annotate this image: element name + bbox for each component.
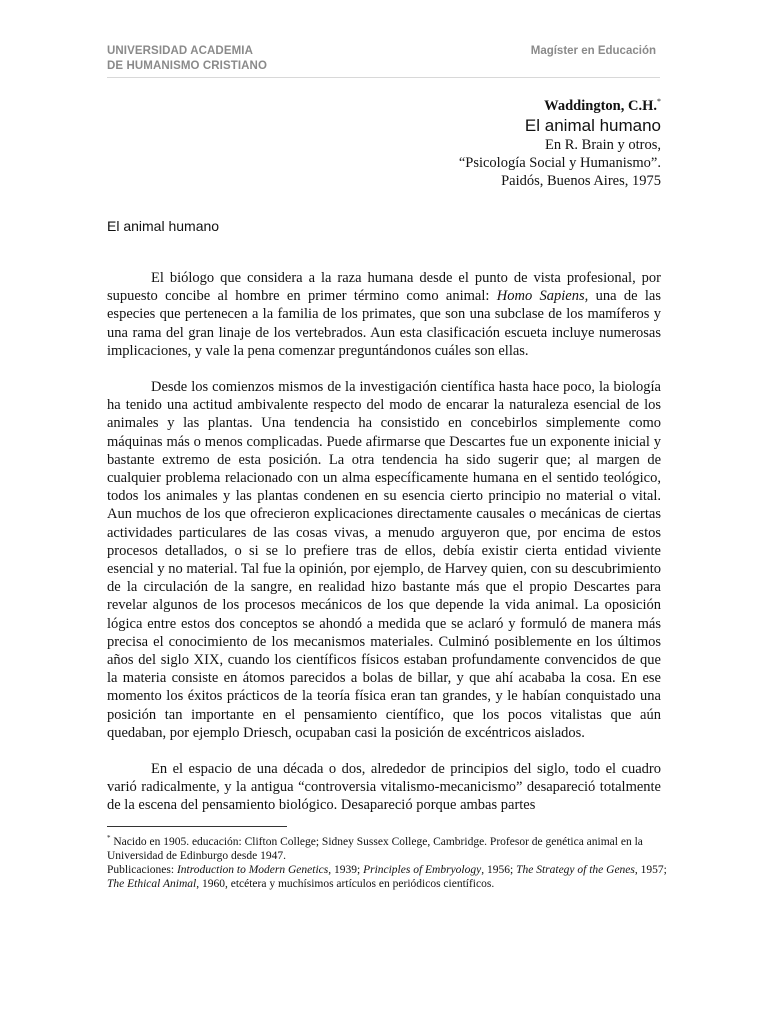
source-line-1: En R. Brain y otros, [545, 136, 661, 153]
paragraph-1-italic: Homo Sapiens, [496, 288, 589, 305]
publication-1-year: , 1939; [328, 863, 364, 876]
section-title: El animal humano [107, 218, 220, 234]
publication-4-rest: , 1960, etcétera y muchísimos artículos en periódicos científicos. [196, 877, 495, 890]
reference-block [241, 92, 661, 190]
header-divider [107, 77, 660, 78]
author-footnote-mark: * [657, 97, 661, 106]
paragraph-3: En el espacio de una década o dos, alrededor de principios del siglo, todo el cuadro varió radicalmente, y la antigua “controversia vitalismo-mecanicismo” desapareció totalmente de la escena del pensamiento biológico. Desapareció porque ambas partes [107, 761, 661, 814]
paragraph-1 [107, 269, 661, 360]
publication-2-year: , 1956; [481, 863, 517, 876]
author-name: Waddington, C.H. [544, 97, 657, 114]
publication-3-title: The Strategy of the Genes [516, 863, 635, 876]
publication-2-title: Principles of Embryology [363, 863, 482, 876]
publication-3-year: , 1957; [634, 863, 667, 876]
footnote-divider [107, 826, 287, 827]
footnote-mark: * [107, 834, 111, 842]
body-text [107, 269, 661, 833]
footnote-bio [107, 831, 667, 863]
institution-line-2: DE HUMANISMO CRISTIANO [107, 60, 268, 72]
publication-4-title: The Ethical Animal [107, 877, 197, 890]
source-line-2: “Psicología Social y Humanismo”. [458, 154, 661, 171]
footnotes [107, 831, 667, 891]
institution-name [107, 44, 267, 74]
document-title: El animal humano [524, 115, 661, 135]
footnote-publications [107, 863, 667, 891]
institution-line-1: UNIVERSIDAD ACADEMIA [107, 45, 253, 57]
paragraph-1-part-a: El biólogo que considera a la raza humana desde el punto de vista profesional, por supuesto concibe al hombre en primer término como animal: [107, 270, 661, 305]
source-line-3: Paidós, Buenos Aires, 1975 [501, 172, 661, 189]
paragraph-2: Desde los comienzos mismos de la investigación científica hasta hace poco, la biología ha tenido una actitud ambivalente respecto del modo de encarar la naturaleza esencial de los animales y las plantas. Una tendencia ha consistido en concebirlos simplemente como máquinas más o menos complicadas. Puede afirmarse que Descartes fue un exponente inicial y bastante extremo de esta posición. La otra tendencia ha sido sugerir que; al margen de cualquier problema relacionado con un alma específicamente humana en el sentido teológico, todos los animales y las plantas condenen en su esencia cierto principio no material o vital. Aun muchos de los que ofrecieron explicaciones directamente causales o mecánicas de ciertas actividades particulares de las cosas vivas, a menudo arguyeron que, por encima de estos procesos detallados, o si se lo prefiere tras de ellos, debía existir cierta entidad viviente esencial y no material. Tal fue la opinión, por ejemplo, de Harvey quien, con su descubrimiento de la circulación de la sangre, en realidad hizo bastante más que el propio Descartes para revelar algunos de los procesos mecánicos de los que depende la vida animal. La oposición lógica entre estos dos conceptos se ahondó a medida que se aclaró y formuló de manera más precisa el conocimiento de los mecanismos materiales. Culminó posiblemente en los últimos años del siglo XIX, cuando los científicos físicos estaban profundamente convencidos de que la materia consiste en átomos parecidos a bolas de billar, y que ahí acababa la cosa. En ese momento los éxitos prácticos de la teoría física eran tan grandes, y le habían conquistado una posición tan importante en el pensamiento científico, que los pocos vitalistas que aún quedaban, por ejemplo Driesch, ocupaban casi la posición de excéntricos aislados. [107, 379, 661, 741]
paragraph-1-part-b: una de las especies que pertenecen a la familia de los primates, que son una subclase de los mamíferos y una rama del gran linaje de los vertebrados. Aun esta clasificación escueta incluye numerosas implicaciones, y vale la pena comenzar preguntándonos cuáles son ellas. [107, 288, 661, 359]
publications-label: Publicaciones: [107, 863, 177, 876]
footnote-bio-text: Nacido en 1905. educación: Clifton College; Sidney Sussex College, Cambridge. Profesor de genética animal en la Universidad de Edinburgo desde 1947. [107, 835, 643, 862]
author [241, 92, 661, 116]
program-name: Magíster en Educación [530, 45, 656, 57]
publication-1-title: Introduction to Modern Genetics [176, 863, 329, 876]
